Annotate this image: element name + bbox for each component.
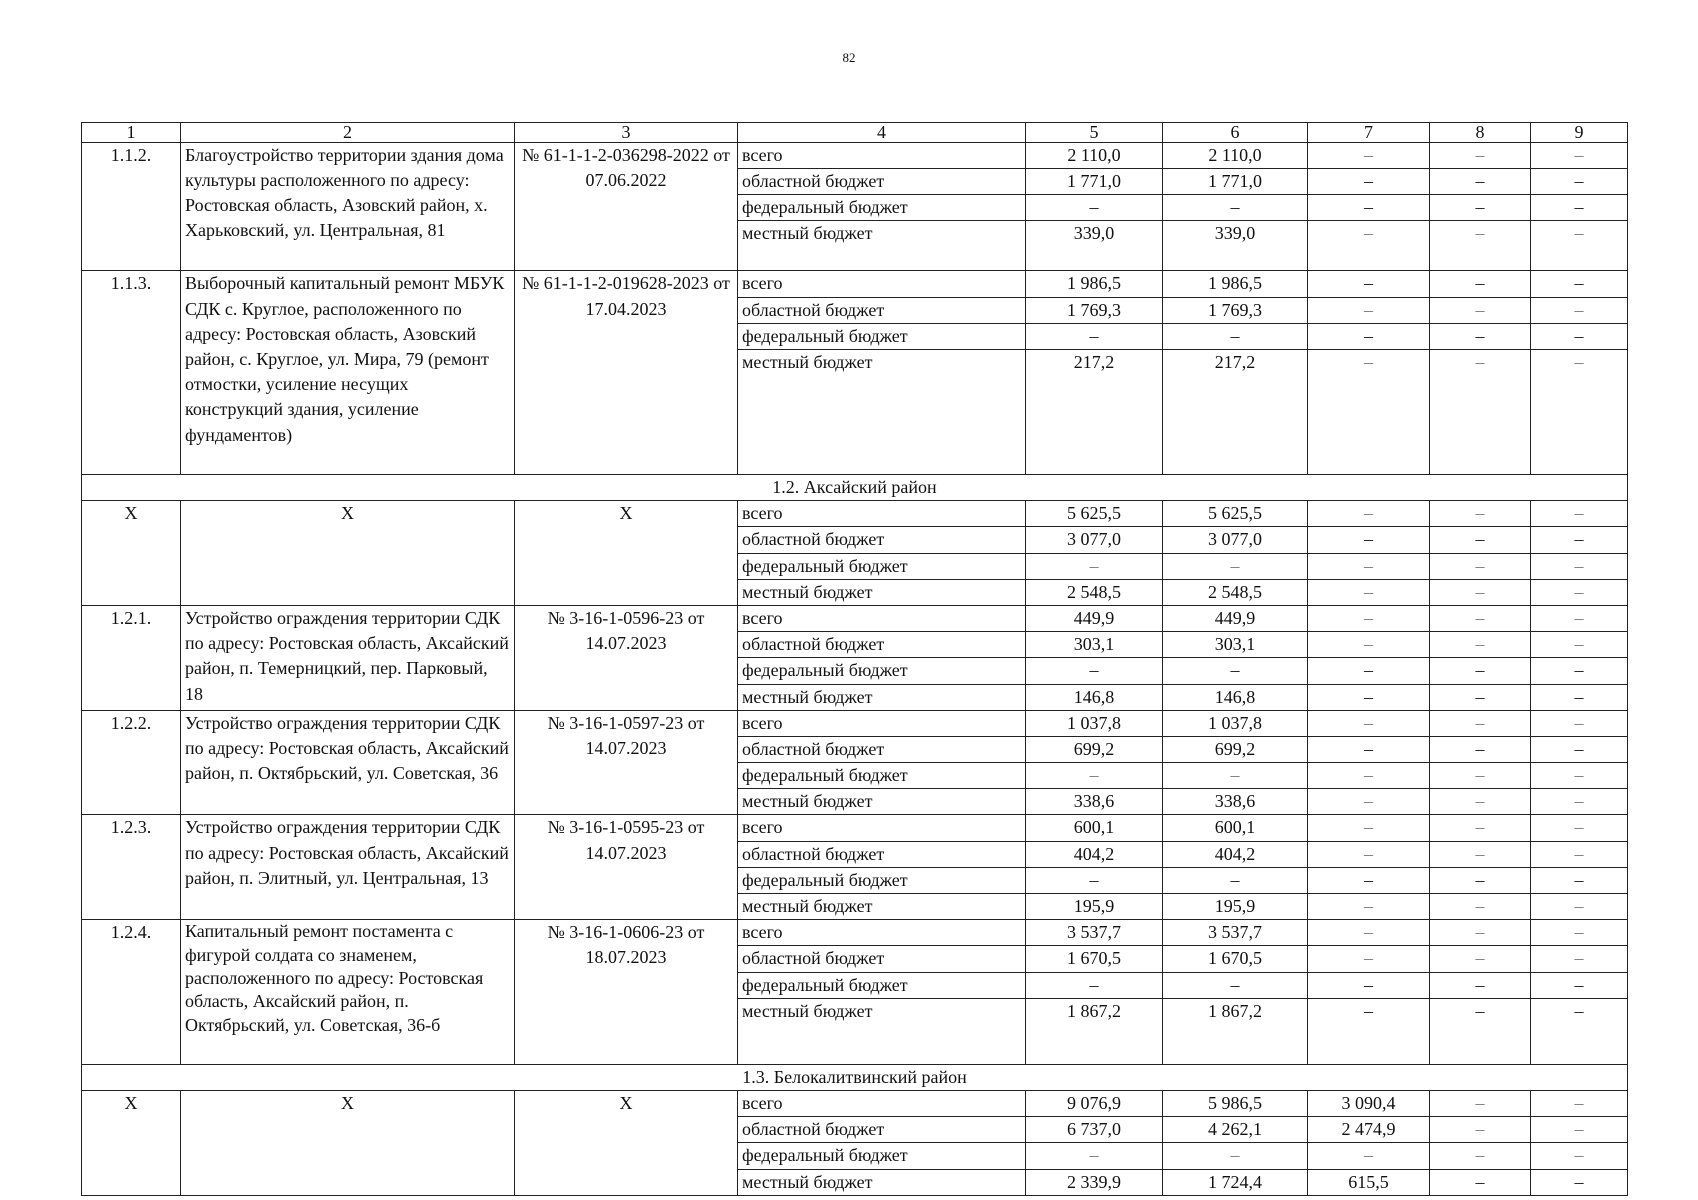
column-number: 9 [1531,123,1628,143]
value-cell: – [1308,195,1430,221]
value-cell: 600,1 [1163,815,1308,841]
table-row [82,710,1628,736]
value-cell: 1 670,5 [1163,946,1308,972]
table-row [82,271,1628,297]
budget-label: областной бюджет [738,632,1026,658]
value-cell: – [1531,789,1628,815]
item-number: 1.2.4. [82,920,181,1065]
value-cell: – [1308,998,1430,1064]
value-cell: – [1531,684,1628,710]
section-row [82,1064,1628,1090]
value-cell: – [1531,142,1628,168]
budget-label: областной бюджет [738,1117,1026,1143]
value-cell: – [1308,527,1430,553]
budget-label: местный бюджет [738,221,1026,271]
budget-label: областной бюджет [738,297,1026,323]
budget-label: федеральный бюджет [738,1143,1026,1169]
value-cell: 195,9 [1163,894,1308,920]
value-cell: 3 090,4 [1308,1090,1430,1116]
value-cell: – [1308,350,1430,475]
column-number: 2 [181,123,515,143]
value-cell: – [1531,972,1628,998]
value-cell: – [1308,658,1430,684]
value-cell: – [1531,736,1628,762]
value-cell: 1 986,5 [1026,271,1163,297]
value-cell: 3 537,7 [1026,920,1163,946]
value-cell: – [1531,323,1628,349]
value-cell: – [1026,763,1163,789]
value-cell: 5 986,5 [1163,1090,1308,1116]
value-cell: – [1531,998,1628,1064]
item-name: Устройство ограждения территории СДК по адресу: Ростовская область, Аксайский район, п. Элитный, ул. Центральная, 13 [181,815,515,920]
value-cell: – [1531,350,1628,475]
budget-label: всего [738,605,1026,631]
budget-label: всего [738,271,1026,297]
value-cell: – [1531,297,1628,323]
value-cell: – [1026,972,1163,998]
value-cell: – [1531,763,1628,789]
value-cell: 600,1 [1026,815,1163,841]
value-cell: 303,1 [1026,632,1163,658]
value-cell: – [1308,815,1430,841]
value-cell: – [1308,763,1430,789]
value-cell: – [1026,195,1163,221]
value-cell: 1 771,0 [1163,169,1308,195]
value-cell: – [1430,142,1531,168]
value-cell: – [1430,894,1531,920]
value-cell: – [1308,142,1430,168]
value-cell: 4 262,1 [1163,1117,1308,1143]
value-cell: – [1308,323,1430,349]
item-name: Выборочный капитальный ремонт МБУК СДК с. Круглое, расположенного по адресу: Ростовская область, Азовский район, с. Круглое, ул. Мира, 79 (ремонт отмостки, усиление несущих конструкций здания, усиление фундаментов) [181,271,515,475]
value-cell: – [1430,763,1531,789]
value-cell: – [1430,579,1531,605]
value-cell: – [1163,763,1308,789]
value-cell: – [1531,710,1628,736]
value-cell: – [1308,789,1430,815]
value-cell: 1 867,2 [1026,998,1163,1064]
x-mark: Х [515,1090,738,1195]
item-document: № 3-16-1-0595-23 от 14.07.2023 [515,815,738,920]
budget-table [81,122,1628,1196]
value-cell: – [1430,789,1531,815]
budget-label: федеральный бюджет [738,323,1026,349]
item-document: № 3-16-1-0597-23 от 14.07.2023 [515,710,738,815]
value-cell: – [1308,894,1430,920]
value-cell: – [1531,920,1628,946]
value-cell: 1 670,5 [1026,946,1163,972]
budget-label: всего [738,920,1026,946]
value-cell: 339,0 [1163,221,1308,271]
item-name: Капитальный ремонт постамента с фигурой солдата со знаменем, расположенного по адресу: Ростовская область, Аксайский район, п. Октябрьский, ул. Советская, 36-б [181,920,515,1065]
column-number: 5 [1026,123,1163,143]
value-cell: – [1430,501,1531,527]
value-cell: 2 339,9 [1026,1169,1163,1195]
budget-label: областной бюджет [738,169,1026,195]
value-cell: 303,1 [1163,632,1308,658]
budget-label: федеральный бюджет [738,867,1026,893]
x-mark: Х [515,501,738,606]
value-cell: – [1163,972,1308,998]
budget-label: всего [738,710,1026,736]
table-row [82,1090,1628,1116]
value-cell: – [1308,684,1430,710]
value-cell: 2 110,0 [1163,142,1308,168]
value-cell: – [1308,1143,1430,1169]
value-cell: 2 548,5 [1163,579,1308,605]
value-cell: – [1026,553,1163,579]
value-cell: – [1430,1117,1531,1143]
value-cell: 5 625,5 [1163,501,1308,527]
page-number: 82 [842,50,856,65]
value-cell: 338,6 [1026,789,1163,815]
value-cell: – [1430,841,1531,867]
item-number: 1.2.3. [82,815,181,920]
budget-label: федеральный бюджет [738,972,1026,998]
value-cell: – [1308,297,1430,323]
value-cell: – [1308,605,1430,631]
value-cell: 3 537,7 [1163,920,1308,946]
x-mark: Х [82,501,181,606]
value-cell: – [1531,605,1628,631]
item-document: № 3-16-1-0606-23 от 18.07.2023 [515,920,738,1065]
value-cell: – [1026,1143,1163,1169]
budget-label: федеральный бюджет [738,763,1026,789]
value-cell: 146,8 [1026,684,1163,710]
value-cell: – [1430,972,1531,998]
value-cell: – [1308,553,1430,579]
item-document: № 3-16-1-0596-23 от 14.07.2023 [515,605,738,710]
value-cell: 338,6 [1163,789,1308,815]
value-cell: – [1430,605,1531,631]
value-cell: – [1026,323,1163,349]
budget-label: областной бюджет [738,841,1026,867]
column-number: 7 [1308,123,1430,143]
value-cell: 1 724,4 [1163,1169,1308,1195]
section-row [82,475,1628,501]
value-cell: – [1531,169,1628,195]
budget-label: всего [738,1090,1026,1116]
value-cell: – [1531,501,1628,527]
value-cell: – [1308,271,1430,297]
budget-label: местный бюджет [738,684,1026,710]
table-row [82,142,1628,168]
value-cell: – [1430,527,1531,553]
value-cell: 3 077,0 [1163,527,1308,553]
value-cell: – [1308,501,1430,527]
value-cell: 146,8 [1163,684,1308,710]
value-cell: – [1308,736,1430,762]
table-row [82,920,1628,946]
value-cell: 339,0 [1026,221,1163,271]
value-cell: – [1430,271,1531,297]
table-row [82,815,1628,841]
value-cell: 699,2 [1163,736,1308,762]
value-cell: – [1531,271,1628,297]
value-cell: – [1531,579,1628,605]
value-cell: 1 986,5 [1163,271,1308,297]
value-cell: – [1531,527,1628,553]
value-cell: – [1531,1117,1628,1143]
value-cell: – [1430,658,1531,684]
value-cell: – [1430,1169,1531,1195]
column-number: 3 [515,123,738,143]
item-name: Устройство ограждения территории СДК по адресу: Ростовская область, Аксайский район, п. Октябрьский, ул. Советская, 36 [181,710,515,815]
value-cell: – [1531,1169,1628,1195]
value-cell: – [1531,221,1628,271]
value-cell: – [1430,684,1531,710]
item-name: Благоустройство территории здания дома культуры расположенного по адресу: Ростовская область, Азовский район, х. Харьковский, ул. Центральная, 81 [181,142,515,271]
value-cell: – [1531,632,1628,658]
value-cell: 217,2 [1026,350,1163,475]
value-cell: – [1430,632,1531,658]
value-cell: 2 548,5 [1026,579,1163,605]
value-cell: – [1430,815,1531,841]
budget-label: областной бюджет [738,527,1026,553]
x-mark: Х [181,501,515,606]
value-cell: – [1430,553,1531,579]
value-cell: 1 037,8 [1026,710,1163,736]
value-cell: – [1308,867,1430,893]
value-cell: – [1308,841,1430,867]
value-cell: – [1531,195,1628,221]
column-number: 8 [1430,123,1531,143]
value-cell: – [1430,221,1531,271]
value-cell: – [1531,1090,1628,1116]
value-cell: – [1531,946,1628,972]
item-number: 1.2.2. [82,710,181,815]
value-cell: 449,9 [1163,605,1308,631]
value-cell: 1 037,8 [1163,710,1308,736]
value-cell: 1 771,0 [1026,169,1163,195]
value-cell: – [1163,553,1308,579]
value-cell: – [1308,632,1430,658]
value-cell: – [1308,946,1430,972]
value-cell: – [1430,998,1531,1064]
value-cell: – [1531,867,1628,893]
value-cell: 404,2 [1163,841,1308,867]
value-cell: 2 474,9 [1308,1117,1430,1143]
item-document: № 61-1-1-2-019628-2023 от 17.04.2023 [515,271,738,475]
value-cell: – [1430,169,1531,195]
item-number: 1.1.2. [82,142,181,271]
budget-label: областной бюджет [738,946,1026,972]
budget-label: местный бюджет [738,579,1026,605]
value-cell: – [1026,867,1163,893]
budget-label: местный бюджет [738,350,1026,475]
value-cell: – [1430,1143,1531,1169]
section-title: 1.2. Аксайский район [82,475,1628,501]
item-name: Устройство ограждения территории СДК по адресу: Ростовская область, Аксайский район, п. Темерницкий, пер. Парковый, 18 [181,605,515,710]
value-cell: – [1430,710,1531,736]
budget-label: местный бюджет [738,1169,1026,1195]
budget-label: всего [738,815,1026,841]
value-cell: – [1430,1090,1531,1116]
value-cell: – [1430,946,1531,972]
budget-label: федеральный бюджет [738,658,1026,684]
budget-label: местный бюджет [738,789,1026,815]
x-mark: Х [82,1090,181,1195]
value-cell: 1 867,2 [1163,998,1308,1064]
value-cell: – [1163,867,1308,893]
value-cell: – [1531,815,1628,841]
budget-label: федеральный бюджет [738,553,1026,579]
table-header-row [82,123,1628,143]
section-title: 1.3. Белокалитвинский район [82,1064,1628,1090]
value-cell: – [1163,658,1308,684]
value-cell: 1 769,3 [1163,297,1308,323]
value-cell: – [1308,972,1430,998]
value-cell: 6 737,0 [1026,1117,1163,1143]
value-cell: – [1163,1143,1308,1169]
value-cell: 217,2 [1163,350,1308,475]
value-cell: – [1308,169,1430,195]
value-cell: – [1531,894,1628,920]
value-cell: 2 110,0 [1026,142,1163,168]
item-number: 1.2.1. [82,605,181,710]
column-number: 4 [738,123,1026,143]
value-cell: – [1308,221,1430,271]
budget-label: федеральный бюджет [738,195,1026,221]
value-cell: – [1308,579,1430,605]
value-cell: – [1308,920,1430,946]
value-cell: 449,9 [1026,605,1163,631]
column-number: 6 [1163,123,1308,143]
value-cell: – [1430,323,1531,349]
table-row [82,501,1628,527]
value-cell: 1 769,3 [1026,297,1163,323]
value-cell: – [1430,350,1531,475]
item-number: 1.1.3. [82,271,181,475]
value-cell: 9 076,9 [1026,1090,1163,1116]
value-cell: – [1531,841,1628,867]
value-cell: 615,5 [1308,1169,1430,1195]
budget-label: областной бюджет [738,736,1026,762]
value-cell: 195,9 [1026,894,1163,920]
value-cell: – [1430,867,1531,893]
budget-label: местный бюджет [738,998,1026,1064]
budget-label: местный бюджет [738,894,1026,920]
value-cell: – [1531,553,1628,579]
value-cell: 699,2 [1026,736,1163,762]
budget-label: всего [738,142,1026,168]
value-cell: – [1430,920,1531,946]
value-cell: – [1163,195,1308,221]
value-cell: – [1430,297,1531,323]
value-cell: – [1026,658,1163,684]
table-row [82,605,1628,631]
value-cell: 3 077,0 [1026,527,1163,553]
value-cell: – [1163,323,1308,349]
value-cell: – [1531,1143,1628,1169]
value-cell: – [1430,195,1531,221]
budget-label: всего [738,501,1026,527]
value-cell: 404,2 [1026,841,1163,867]
value-cell: – [1430,736,1531,762]
value-cell: 5 625,5 [1026,501,1163,527]
value-cell: – [1308,710,1430,736]
x-mark: Х [181,1090,515,1195]
item-document: № 61-1-1-2-036298-2022 от 07.06.2022 [515,142,738,271]
value-cell: – [1531,658,1628,684]
column-number: 1 [82,123,181,143]
